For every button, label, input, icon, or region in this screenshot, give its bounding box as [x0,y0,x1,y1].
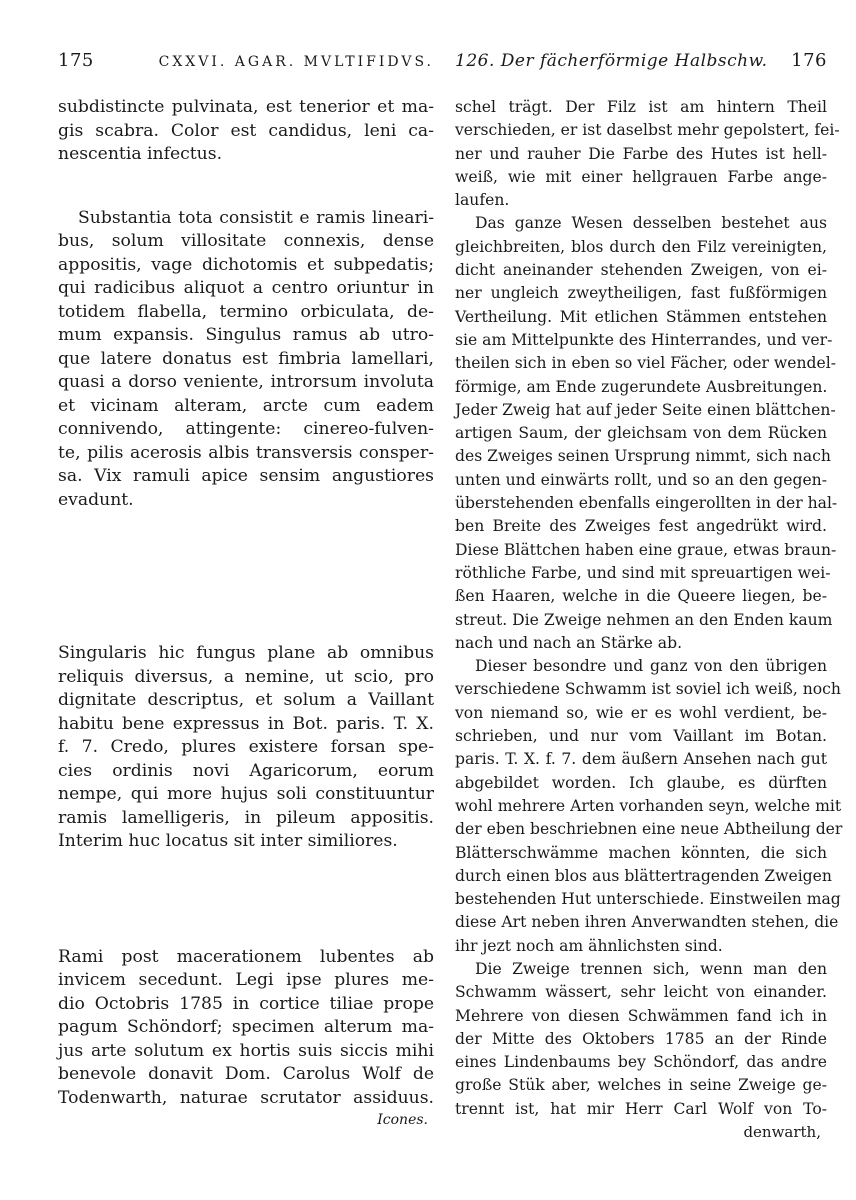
text-line: dio Octobris 1785 in cortice tiliae prope [58,993,434,1014]
text-line: verschieden, er ist daselbst mehr gepolstert, fei- [455,121,840,140]
left-page-number: 175 [58,50,94,71]
text-line: reliquis diversus, a nemine, ut scio, pro [58,666,434,687]
text-line: röthliche Farbe, und sind mit spreuartigen wei- [455,563,831,582]
text-line: Jeder Zweig hat auf jeder Seite einen blättchen- [455,400,836,419]
text-line: jus arte solutum ex hortis suis siccis mihi [58,1040,434,1061]
text-line: cies ordinis novi Agaricorum, eorum [58,760,434,781]
text-line: Die Zweige trennen sich, wenn man den [475,959,827,978]
right-catchword: denwarth, [743,1123,821,1142]
text-line: diese Art neben ihren Anverwandten stehen, die [455,913,839,932]
text-line: gis scabra. Color est candidus, leni ca- [58,120,434,141]
text-line: weiß, wie mit einer hellgrauen Farbe ange- [455,167,827,186]
text-line: dignitate descriptus, et solum a Vaillant [58,690,434,710]
text-line: von niemand so, wie er es wohl verdient, be- [455,703,827,722]
text-line: trennt ist, hat mir Herr Carl Wolf von To- [455,1099,827,1118]
text-line: der Mitte des Oktobers 1785 an der Rinde [455,1029,827,1048]
text-line: gleichbreiten, blos durch den Filz vereinigten, [455,237,827,256]
text-line: streut. Die Zweige nehmen an den Enden kaum [455,610,833,629]
text-line: unten und einwärts rollt, und so an den gegen- [455,470,827,489]
text-line: totidem flabella, termino orbiculata, de- [58,301,434,322]
text-line: qui radicibus aliquot a centro oriuntur in [58,278,434,298]
text-line: nach und nach an Stärke ab. [455,633,683,652]
text-line: f. 7. Credo, plures existere forsan spe- [58,737,434,757]
text-line: Singularis hic fungus plane ab omnibus [58,643,434,663]
text-line: Substantia tota consistit e ramis lineari- [78,207,434,228]
text-line: ner und rauher Die Farbe des Hutes ist hell- [455,144,827,163]
text-line: Rami post macerationem lubentes ab [58,946,434,967]
text-line: artigen Saum, der gleichsam von dem Rücken [455,424,827,443]
text-line: que latere donatus est fimbria lamellari, [58,348,434,369]
left-catchword: Icones. [377,1112,428,1128]
text-line: des Zweiges seinen Ursprung nimmt, sich nach [455,447,831,466]
text-line: pagum Schöndorf; specimen alterum ma- [58,1017,434,1037]
right-running-head [455,50,827,78]
text-line: Dieser besondre und ganz von den übrigen [475,657,827,676]
text-line: mum expansis. Singulus ramus ab utro- [58,325,434,345]
text-line: theilen sich in eben so viel Fächer, oder wendel- [455,354,837,373]
text-line: invicem secedunt. Legi ipse plures me- [58,970,434,990]
text-line: Mehrere von diesen Schwämmen fand ich in [455,1006,827,1025]
right-running-title: 126. Der fächerförmige Halbschw. [455,51,768,71]
text-line: Diese Blättchen haben eine graue, etwas braun- [455,540,837,559]
text-line: ner ungleich zweytheiligen, fast fußförmigen [455,284,827,303]
left-page [58,50,434,1128]
right-page-number: 176 [791,50,827,71]
text-line: Vertheilung. Mit etlichen Stämmen entstehen [455,307,827,326]
text-line: ihr jezt noch am ähnlichsten sind. [455,936,723,955]
text-line: sa. Vix ramuli apice sensim angustiores [58,466,434,486]
text-line: eines Lindenbaums bey Schöndorf, das andre [455,1053,827,1072]
text-line: bus, solum villositate connexis, dense [58,231,434,251]
text-line: wohl mehrere Arten vorhanden seyn, welche mit [455,796,842,815]
text-line: Schwamm wässert, sehr leicht von einander. [455,983,827,1002]
right-para-3 [455,655,843,958]
text-line: dicht aneinander stehenden Zweigen, von ei- [455,261,827,280]
text-line: Blätterschwämme machen könnten, die sich [455,843,827,862]
text-line: große Stük aber, welches in seine Zweige ge- [455,1076,827,1095]
text-line: laufen. [455,191,510,210]
left-block-rami [58,946,434,1111]
text-line: schrieben, und nur vom Vaillant im Botan. [455,727,827,746]
left-block-description-end [58,96,434,167]
right-page [455,50,843,1142]
text-line: Das ganze Wesen desselben bestehet aus [475,214,827,233]
text-line: habitu bene expressus in Bot. paris. T. X. [58,713,434,734]
text-line: der eben beschriebnen eine neue Abtheilung der [455,820,843,839]
text-line: appositis, vage dichotomis et subpedatis; [58,254,434,275]
text-line: nempe, qui more hujus soli constituuntur [58,784,434,804]
left-block-singularis [58,642,434,854]
text-line: Todenwarth, naturae scrutator assiduus. [58,1087,434,1108]
text-line: Interim huc locatus sit inter similiores. [58,831,398,851]
text-line: ramis lamelligeris, in pileum appositis. [58,807,434,828]
text-line: benevole donavit Dom. Carolus Wolf de [58,1064,434,1084]
left-block-substantia [58,207,434,513]
text-line: et vicinam alteram, arcte cum eadem [58,395,434,416]
text-line: abgebildet worden. Ich glaube, es dürften [455,773,827,792]
right-para-2 [455,212,838,655]
text-line: nescentia infectus. [58,144,223,164]
text-line: subdistincte pulvinata, est tenerior et ma- [58,97,434,117]
text-line: quasi a dorso veniente, introrsum involuta [58,372,434,392]
text-line: te, pilis acerosis albis transversis consper- [58,442,434,463]
text-line: überstehenden ebenfalls eingerollten in der hal- [455,494,838,513]
text-line: ßen Haaren, welche in die Queere liegen, be- [455,587,827,606]
text-line: schel trägt. Der Filz ist am hintern Theil [455,98,827,116]
text-line: bestehenden Hut unterschiede. Einstweilen mag [455,890,841,909]
text-line: verschiedene Schwamm ist soviel ich weiß, noch [455,680,841,699]
text-line: connivendo, attingente: cinereo-fulven- [58,419,434,439]
text-line: förmige, am Ende zugerundete Ausbreitungen. [455,377,828,396]
text-line: durch einen blos aus blättertragenden Zweigen [455,866,832,885]
text-line: paris. T. X. f. 7. dem äußern Ansehen nach gut [455,750,827,769]
text-line: ben Breite des Zweiges fest angedrükt wird. [455,517,827,536]
right-para-1 [455,96,840,212]
right-para-4 [455,958,827,1121]
left-running-head [58,50,434,78]
left-running-title: CXXVI. AGAR. MVLTIFIDVS. [158,54,434,70]
text-line: evadunt. [58,489,134,510]
text-line: sie am Mittelpunkte des Hinterrandes, und ver- [455,330,833,349]
